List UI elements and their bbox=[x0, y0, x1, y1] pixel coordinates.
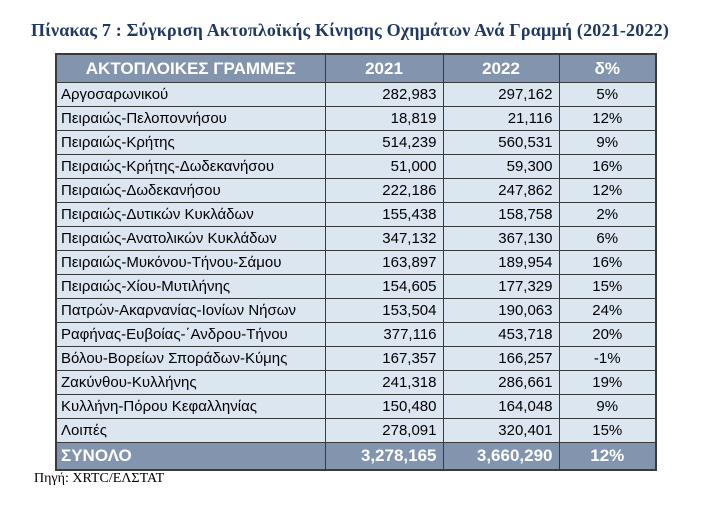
route-name-cell: Λοιπές bbox=[56, 419, 325, 443]
delta-pct-cell: 2% bbox=[559, 203, 656, 227]
value-2021-cell: 150,480 bbox=[325, 395, 443, 419]
table-row bbox=[56, 107, 656, 131]
table-row bbox=[56, 347, 656, 371]
total-row bbox=[56, 443, 656, 471]
value-2021-cell: 167,357 bbox=[325, 347, 443, 371]
route-name-cell: Πειραιώς-Κρήτης bbox=[56, 131, 325, 155]
value-2022-cell: 320,401 bbox=[443, 419, 559, 443]
delta-pct-cell: 19% bbox=[559, 371, 656, 395]
value-2022-cell: 164,048 bbox=[443, 395, 559, 419]
route-name-cell: Πειραιώς-Μυκόνου-Τήνου-Σάμου bbox=[56, 251, 325, 275]
value-2022-cell: 367,130 bbox=[443, 227, 559, 251]
delta-pct-cell: 12% bbox=[559, 107, 656, 131]
column-header-delta-pct: δ% bbox=[559, 54, 656, 83]
table-row bbox=[56, 227, 656, 251]
value-2021-cell: 154,605 bbox=[325, 275, 443, 299]
header-row bbox=[56, 54, 656, 83]
value-2021-cell: 377,116 bbox=[325, 323, 443, 347]
value-2021-cell: 347,132 bbox=[325, 227, 443, 251]
total-label-cell: ΣΥΝΟΛΟ bbox=[56, 443, 325, 471]
delta-pct-cell: 9% bbox=[559, 131, 656, 155]
value-2021-cell: 278,091 bbox=[325, 419, 443, 443]
table-row bbox=[56, 299, 656, 323]
route-name-cell: Ζακύνθου-Κυλλήνης bbox=[56, 371, 325, 395]
delta-pct-cell: 12% bbox=[559, 179, 656, 203]
value-2021-cell: 241,318 bbox=[325, 371, 443, 395]
value-2021-cell: 51,000 bbox=[325, 155, 443, 179]
delta-pct-cell: 6% bbox=[559, 227, 656, 251]
delta-pct-cell: 24% bbox=[559, 299, 656, 323]
route-name-cell: Πειραιώς-Πελοποννήσου bbox=[56, 107, 325, 131]
route-name-cell: Ραφήνας-Ευβοίας-΄Ανδρου-Τήνου bbox=[56, 323, 325, 347]
route-name-cell: Πατρών-Ακαρνανίας-Ιονίων Νήσων bbox=[56, 299, 325, 323]
route-name-cell: Πειραιώς-Δυτικών Κυκλάδων bbox=[56, 203, 325, 227]
value-2022-cell: 453,718 bbox=[443, 323, 559, 347]
delta-pct-cell: 5% bbox=[559, 83, 656, 107]
value-2021-cell: 222,186 bbox=[325, 179, 443, 203]
value-2022-cell: 286,661 bbox=[443, 371, 559, 395]
table-row bbox=[56, 83, 656, 107]
route-name-cell: Πειραιώς-Δωδεκανήσου bbox=[56, 179, 325, 203]
table-row bbox=[56, 131, 656, 155]
value-2022-cell: 59,300 bbox=[443, 155, 559, 179]
route-name-cell: Πειραιώς-Κρήτης-Δωδεκανήσου bbox=[56, 155, 325, 179]
total-2021-cell: 3,278,165 bbox=[325, 443, 443, 471]
value-2021-cell: 514,239 bbox=[325, 131, 443, 155]
route-name-cell: Πειραιώς-Ανατολικών Κυκλάδων bbox=[56, 227, 325, 251]
column-header-lines: ΑΚΤΟΠΛΟΙΚΕΣ ΓΡΑΜΜΕΣ bbox=[56, 54, 325, 83]
delta-pct-cell: 15% bbox=[559, 275, 656, 299]
value-2021-cell: 155,438 bbox=[325, 203, 443, 227]
value-2021-cell: 163,897 bbox=[325, 251, 443, 275]
table-row bbox=[56, 179, 656, 203]
delta-pct-cell: 20% bbox=[559, 323, 656, 347]
table-row bbox=[56, 371, 656, 395]
value-2022-cell: 560,531 bbox=[443, 131, 559, 155]
ferry-vehicle-traffic-table bbox=[55, 53, 657, 471]
column-header-2021: 2021 bbox=[325, 54, 443, 83]
route-name-cell: Βόλου-Βορείων Σποράδων-Κύμης bbox=[56, 347, 325, 371]
value-2021-cell: 153,504 bbox=[325, 299, 443, 323]
value-2021-cell: 282,983 bbox=[325, 83, 443, 107]
table-title: Πίνακας 7 : Σύγκριση Ακτοπλοϊκής Κίνησης Οχημάτων Ανά Γραμμή (2021-2022) bbox=[31, 20, 670, 40]
route-name-cell: Πειραιώς-Χίου-Μυτιλήνης bbox=[56, 275, 325, 299]
value-2022-cell: 21,116 bbox=[443, 107, 559, 131]
table-row bbox=[56, 419, 656, 443]
delta-pct-cell: -1% bbox=[559, 347, 656, 371]
value-2022-cell: 177,329 bbox=[443, 275, 559, 299]
value-2021-cell: 18,819 bbox=[325, 107, 443, 131]
delta-pct-cell: 15% bbox=[559, 419, 656, 443]
delta-pct-cell: 16% bbox=[559, 251, 656, 275]
table-row bbox=[56, 203, 656, 227]
value-2022-cell: 247,862 bbox=[443, 179, 559, 203]
table-row bbox=[56, 323, 656, 347]
column-header-2022: 2022 bbox=[443, 54, 559, 83]
delta-pct-cell: 9% bbox=[559, 395, 656, 419]
route-name-cell: Κυλλήνη-Πόρου Κεφαλληνίας bbox=[56, 395, 325, 419]
table-row bbox=[56, 275, 656, 299]
delta-pct-cell: 16% bbox=[559, 155, 656, 179]
total-2022-cell: 3,660,290 bbox=[443, 443, 559, 471]
table-row bbox=[56, 251, 656, 275]
table-row bbox=[56, 395, 656, 419]
value-2022-cell: 189,954 bbox=[443, 251, 559, 275]
value-2022-cell: 158,758 bbox=[443, 203, 559, 227]
value-2022-cell: 166,257 bbox=[443, 347, 559, 371]
source-note: Πηγή: XRTC/ΕΛΣΤΑΤ bbox=[34, 471, 165, 486]
value-2022-cell: 297,162 bbox=[443, 83, 559, 107]
route-name-cell: Αργοσαρωνικού bbox=[56, 83, 325, 107]
total-delta-pct-cell: 12% bbox=[559, 443, 656, 471]
table-row bbox=[56, 155, 656, 179]
value-2022-cell: 190,063 bbox=[443, 299, 559, 323]
